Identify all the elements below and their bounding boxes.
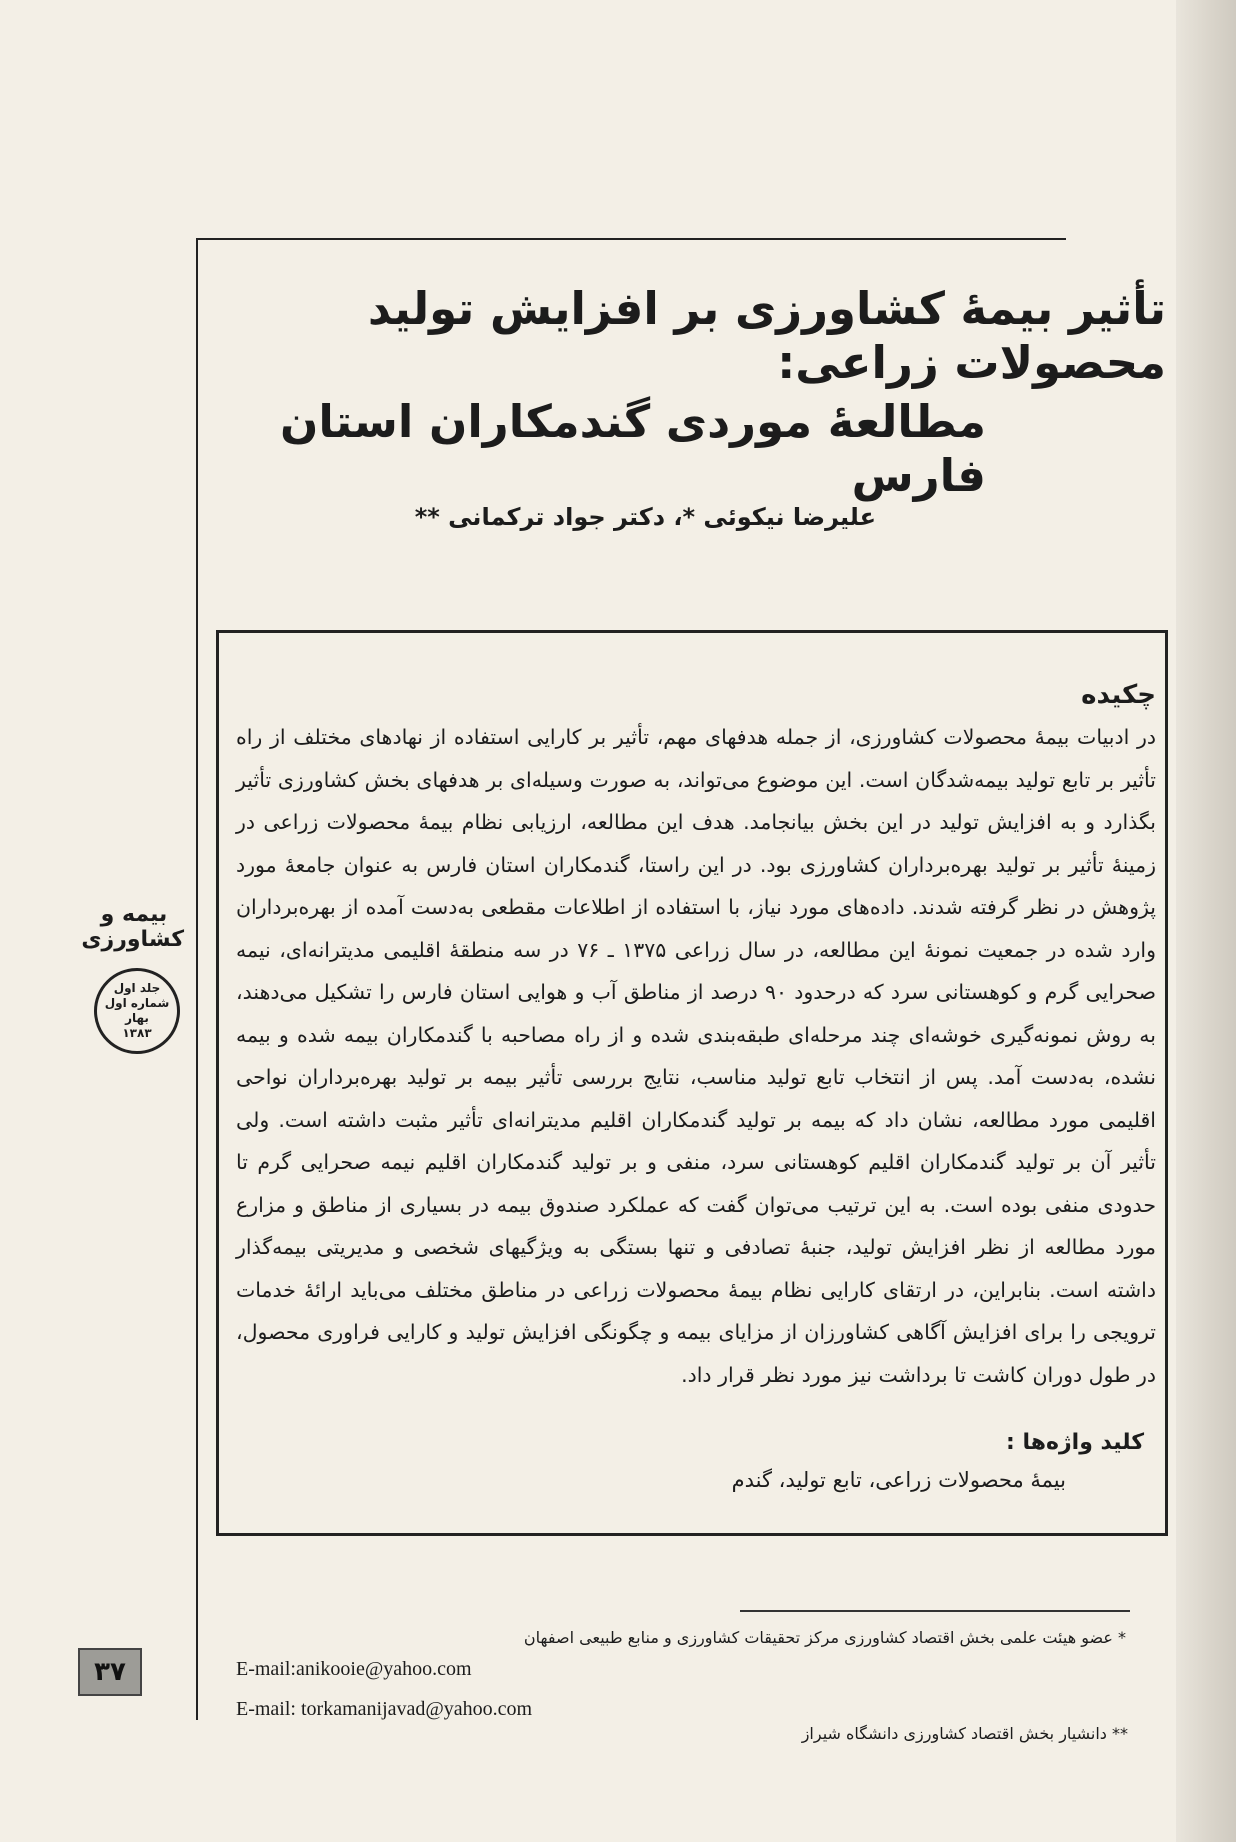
article-title-line-1: تأثیر بیمهٔ کشاورزی بر افزایش تولید محصولات زراعی:: [367, 282, 1166, 389]
page-edge: [1176, 0, 1236, 1842]
issue-year: ۱۳۸۳: [122, 1026, 152, 1040]
email-second-author: E-mail: torkamanijavad@yahoo.com: [236, 1698, 533, 1720]
footnote-first-author: * عضو هیئت علمی بخش اقتصاد کشاورزی مرکز تحقیقات کشاورزی و منابع طبیعی اصفهان: [523, 1628, 1126, 1647]
page-number: ۳۷: [78, 1648, 142, 1696]
keywords-heading: کلید واژه‌ها :: [1006, 1430, 1144, 1455]
keywords-body: بیمهٔ محصولات زراعی، تابع تولید، گندم: [731, 1468, 1066, 1492]
footnote-second-author: ** دانشیار بخش اقتصاد کشاورزی دانشگاه شیراز: [801, 1724, 1128, 1743]
email-first-author: E-mail:anikooie@yahoo.com: [236, 1658, 472, 1680]
issue-number: شماره اول: [104, 996, 170, 1010]
frame-top-rule: [196, 238, 1066, 240]
abstract-body: در ادبیات بیمهٔ محصولات کشاورزی، از جمله هدفهای مهم، تأثیر بر کارایی استفاده از نهادهای مختلف از راه تأثیر بر تابع تولید بیمه‌شدگان است. این موضوع می‌تواند، به صورت وسیله‌ای بر هدفهای بخش کشاورزی تأثیر بگذارد و به افزایش تولید در این بخش بیانجامد. هدف این مطالعه، ارزیابی نظام بیمهٔ محصولات زراعی در زمینهٔ تأثیر بر تولید بهره‌برداران کشاورزی بود. در این راستا، گندمکاران استان فارس به عنوان جامعهٔ مورد پژوهش در نظر گرفته شدند. داده‌های مورد نیاز، با استفاده از اطلاعات مقطعی به‌دست آمده از بهره‌برداران وارد شده در جمعیت نمونهٔ این مطالعه، در سال زراعی ۱۳۷۵ ـ ۷۶ در سه منطقهٔ اقلیمی مدیترانه‌ای، نیمه صحرایی گرم و کوهستانی سرد که درحدود ۹۰ درصد از مناطق آب و هوایی استان فارس را تشکیل می‌دهند، به روش نمونه‌گیری خوشه‌ای چند مرحله‌ای طبقه‌بندی شده و از راه مصاحبه با گندمکاران بیمه شده و بیمه نشده، به‌دست آمد. پس از انتخاب تابع تولید مناسب، نتایج بررسی تأثیر بیمه بر تولید بهره‌برداران نواحی اقلیمی مورد مطالعه، نشان داد که بیمه بر تولید گندمکاران اقلیم مدیترانه‌ای تأثیر مثبت داشته است. ولی تأثیر آن بر تولید گندمکاران اقلیم کوهستانی سرد، منفی و بر تولید گندمکاران اقلیم نیمه صحرایی گرم تا حدودی منفی بوده است. به این ترتیب می‌توان گفت که عملکرد صندوق بیمه در بسیاری از مناطق و مزارع مورد مطالعه از نظر افزایش تولید، جنبهٔ تصادفی و تنها بستگی به ویژگیهای شخصی و مدیریتی بیمه‌گذار داشته است. بنابراین، در ارتقای کارایی نظام بیمهٔ محصولات زراعی در مناطق مختلف می‌باید ارائهٔ خدمات ترویجی را برای افزایش آگاهی کشاورزان از مزایای بیمه و چگونگی افزایش تولید و کارایی فراوری محصول، در طول دوران کاشت تا برداشت نیز مورد نظر قرار داد.: [236, 725, 1156, 1387]
issue-volume: جلد اول: [113, 981, 161, 995]
article-title-line-2: مطالعهٔ موردی گندمکاران استان فارس: [279, 395, 986, 502]
footnote-rule: [740, 1610, 1130, 1612]
issue-badge: [94, 968, 180, 1054]
abstract-heading: چکیده: [1081, 680, 1156, 710]
issue-season: بهار: [125, 1011, 149, 1025]
authors: علیرضا نیکوئی *، دکتر جواد ترکمانی **: [414, 503, 876, 531]
journal-name: بیمه و کشاورزی: [81, 902, 184, 953]
